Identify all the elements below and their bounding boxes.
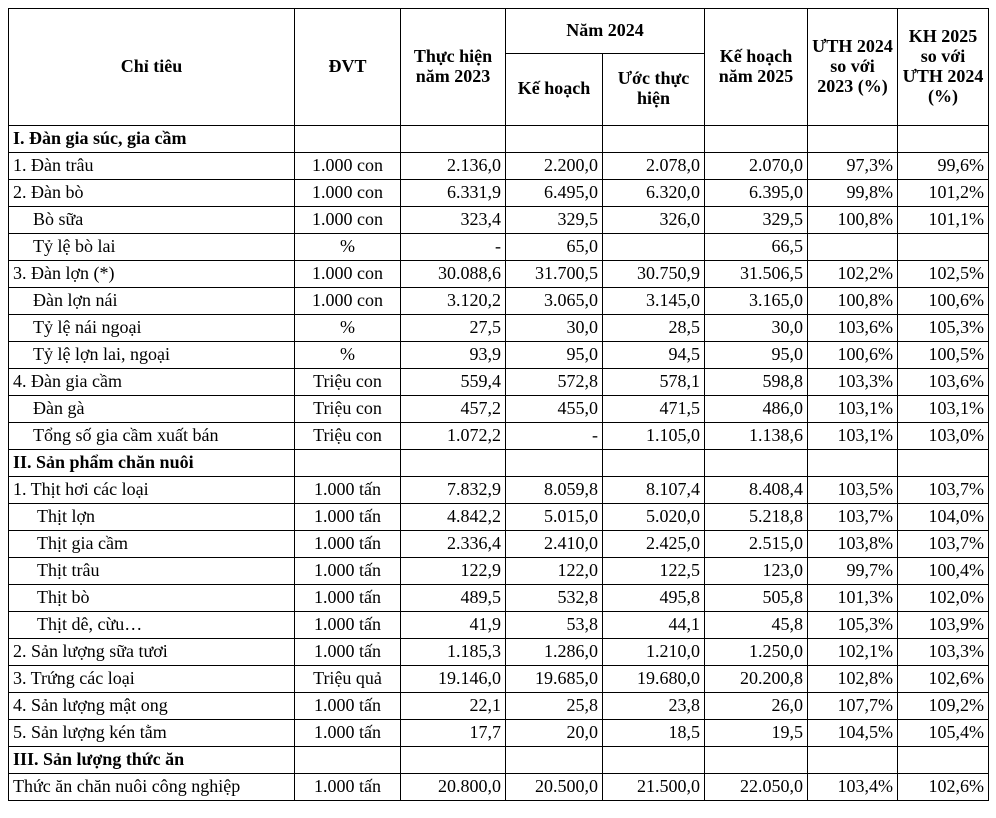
- percent-kh2025-vs-uth2024: 104,0%: [898, 504, 989, 531]
- value-plan-2025: 26,0: [705, 693, 808, 720]
- value-2023: 19.146,0: [401, 666, 506, 693]
- value-estimate-2024: 28,5: [603, 315, 705, 342]
- percent-uth2024-vs-2023: 103,6%: [808, 315, 898, 342]
- empty-cell: [705, 747, 808, 774]
- percent-kh2025-vs-uth2024: 100,4%: [898, 558, 989, 585]
- value-plan-2024: 122,0: [506, 558, 603, 585]
- table-row: [9, 666, 989, 693]
- header-thuc-hien-2023: Thực hiện năm 2023: [401, 9, 506, 126]
- value-plan-2024: 2.200,0: [506, 153, 603, 180]
- row-unit: 1.000 con: [295, 207, 401, 234]
- value-plan-2025: 30,0: [705, 315, 808, 342]
- table-row: [9, 774, 989, 801]
- value-plan-2024: 31.700,5: [506, 261, 603, 288]
- row-unit: 1.000 tấn: [295, 639, 401, 666]
- value-plan-2025: 1.138,6: [705, 423, 808, 450]
- percent-uth2024-vs-2023: 107,7%: [808, 693, 898, 720]
- value-2023: 27,5: [401, 315, 506, 342]
- row-label: Tỷ lệ lợn lai, ngoại: [9, 342, 295, 369]
- value-2023: 20.800,0: [401, 774, 506, 801]
- table-row: [9, 504, 989, 531]
- value-estimate-2024: 44,1: [603, 612, 705, 639]
- percent-uth2024-vs-2023: 100,6%: [808, 342, 898, 369]
- percent-kh2025-vs-uth2024: 102,0%: [898, 585, 989, 612]
- value-2023: 7.832,9: [401, 477, 506, 504]
- section-row: [9, 747, 989, 774]
- value-plan-2025: 2.070,0: [705, 153, 808, 180]
- value-estimate-2024: 30.750,9: [603, 261, 705, 288]
- value-plan-2025: 486,0: [705, 396, 808, 423]
- percent-kh2025-vs-uth2024: 105,4%: [898, 720, 989, 747]
- row-label: Thịt lợn: [9, 504, 295, 531]
- value-plan-2025: 95,0: [705, 342, 808, 369]
- row-unit: 1.000 tấn: [295, 531, 401, 558]
- value-2023: 1.185,3: [401, 639, 506, 666]
- value-plan-2024: 30,0: [506, 315, 603, 342]
- percent-uth2024-vs-2023: 97,3%: [808, 153, 898, 180]
- header-uoc-thuc-hien: Ước thực hiện: [603, 53, 705, 125]
- value-plan-2025: 5.218,8: [705, 504, 808, 531]
- value-2023: 489,5: [401, 585, 506, 612]
- value-2023: 323,4: [401, 207, 506, 234]
- empty-cell: [705, 450, 808, 477]
- header-dvt: ĐVT: [295, 9, 401, 126]
- empty-cell: [401, 450, 506, 477]
- value-plan-2024: -: [506, 423, 603, 450]
- table-row: [9, 720, 989, 747]
- table-row: [9, 585, 989, 612]
- value-2023: 3.120,2: [401, 288, 506, 315]
- table-row: [9, 234, 989, 261]
- empty-cell: [898, 747, 989, 774]
- value-2023: 122,9: [401, 558, 506, 585]
- value-estimate-2024: 1.210,0: [603, 639, 705, 666]
- empty-cell: [401, 747, 506, 774]
- percent-kh2025-vs-uth2024: 103,1%: [898, 396, 989, 423]
- row-label: 3. Đàn lợn (*): [9, 261, 295, 288]
- value-2023: 4.842,2: [401, 504, 506, 531]
- row-unit: 1.000 tấn: [295, 693, 401, 720]
- value-plan-2025: 505,8: [705, 585, 808, 612]
- header-uth-2024-so-2023: ƯTH 2024 so với 2023 (%): [808, 9, 898, 126]
- row-label: 4. Sản lượng mật ong: [9, 693, 295, 720]
- value-plan-2024: 20,0: [506, 720, 603, 747]
- table-row: [9, 369, 989, 396]
- value-estimate-2024: 23,8: [603, 693, 705, 720]
- table-row: [9, 342, 989, 369]
- header-nam-2024: Năm 2024: [506, 9, 705, 54]
- empty-cell: [603, 450, 705, 477]
- value-plan-2024: 53,8: [506, 612, 603, 639]
- row-unit: 1.000 tấn: [295, 504, 401, 531]
- row-label: 5. Sản lượng kén tằm: [9, 720, 295, 747]
- percent-kh2025-vs-uth2024: 103,7%: [898, 531, 989, 558]
- percent-kh2025-vs-uth2024: 103,6%: [898, 369, 989, 396]
- value-plan-2025: 20.200,8: [705, 666, 808, 693]
- percent-kh2025-vs-uth2024: 103,0%: [898, 423, 989, 450]
- table-row: [9, 693, 989, 720]
- empty-cell: [295, 126, 401, 153]
- value-estimate-2024: 19.680,0: [603, 666, 705, 693]
- value-estimate-2024: 8.107,4: [603, 477, 705, 504]
- table-row: [9, 396, 989, 423]
- value-2023: 30.088,6: [401, 261, 506, 288]
- empty-cell: [295, 747, 401, 774]
- row-label: Bò sữa: [9, 207, 295, 234]
- table-row: [9, 477, 989, 504]
- value-estimate-2024: 122,5: [603, 558, 705, 585]
- value-2023: 559,4: [401, 369, 506, 396]
- value-estimate-2024: 1.105,0: [603, 423, 705, 450]
- value-plan-2024: 1.286,0: [506, 639, 603, 666]
- empty-cell: [705, 126, 808, 153]
- value-plan-2024: 6.495,0: [506, 180, 603, 207]
- value-2023: 41,9: [401, 612, 506, 639]
- value-estimate-2024: 94,5: [603, 342, 705, 369]
- empty-cell: [808, 747, 898, 774]
- value-2023: 17,7: [401, 720, 506, 747]
- empty-cell: [506, 450, 603, 477]
- value-plan-2024: 8.059,8: [506, 477, 603, 504]
- percent-uth2024-vs-2023: 104,5%: [808, 720, 898, 747]
- row-unit: 1.000 con: [295, 261, 401, 288]
- value-plan-2025: 598,8: [705, 369, 808, 396]
- value-estimate-2024: 6.320,0: [603, 180, 705, 207]
- row-label: Đàn gà: [9, 396, 295, 423]
- value-plan-2025: 22.050,0: [705, 774, 808, 801]
- value-plan-2024: 95,0: [506, 342, 603, 369]
- section-title: II. Sản phẩm chăn nuôi: [9, 450, 295, 477]
- percent-uth2024-vs-2023: 105,3%: [808, 612, 898, 639]
- percent-kh2025-vs-uth2024: 102,5%: [898, 261, 989, 288]
- table-row: [9, 180, 989, 207]
- row-unit: 1.000 tấn: [295, 558, 401, 585]
- row-label: Thức ăn chăn nuôi công nghiệp: [9, 774, 295, 801]
- value-plan-2024: 5.015,0: [506, 504, 603, 531]
- row-label: Tổng số gia cầm xuất bán: [9, 423, 295, 450]
- empty-cell: [898, 126, 989, 153]
- value-estimate-2024: 2.078,0: [603, 153, 705, 180]
- percent-uth2024-vs-2023: 103,1%: [808, 423, 898, 450]
- percent-kh2025-vs-uth2024: 101,2%: [898, 180, 989, 207]
- value-estimate-2024: 578,1: [603, 369, 705, 396]
- row-label: Đàn lợn nái: [9, 288, 295, 315]
- percent-kh2025-vs-uth2024: 103,3%: [898, 639, 989, 666]
- percent-kh2025-vs-uth2024: [898, 234, 989, 261]
- section-row: [9, 126, 989, 153]
- value-plan-2024: 19.685,0: [506, 666, 603, 693]
- percent-uth2024-vs-2023: 99,7%: [808, 558, 898, 585]
- percent-kh2025-vs-uth2024: 103,9%: [898, 612, 989, 639]
- value-2023: 22,1: [401, 693, 506, 720]
- value-estimate-2024: 18,5: [603, 720, 705, 747]
- value-plan-2024: 65,0: [506, 234, 603, 261]
- percent-uth2024-vs-2023: 102,1%: [808, 639, 898, 666]
- value-estimate-2024: [603, 234, 705, 261]
- empty-cell: [295, 450, 401, 477]
- value-plan-2025: 2.515,0: [705, 531, 808, 558]
- percent-kh2025-vs-uth2024: 102,6%: [898, 666, 989, 693]
- value-plan-2025: 19,5: [705, 720, 808, 747]
- percent-kh2025-vs-uth2024: 109,2%: [898, 693, 989, 720]
- table-row: [9, 639, 989, 666]
- percent-uth2024-vs-2023: 103,5%: [808, 477, 898, 504]
- empty-cell: [603, 747, 705, 774]
- row-unit: %: [295, 234, 401, 261]
- empty-cell: [808, 126, 898, 153]
- value-plan-2024: 572,8: [506, 369, 603, 396]
- percent-uth2024-vs-2023: 101,3%: [808, 585, 898, 612]
- value-2023: 93,9: [401, 342, 506, 369]
- row-unit: 1.000 con: [295, 180, 401, 207]
- value-plan-2025: 66,5: [705, 234, 808, 261]
- row-unit: Triệu con: [295, 423, 401, 450]
- percent-uth2024-vs-2023: 103,7%: [808, 504, 898, 531]
- value-2023: 1.072,2: [401, 423, 506, 450]
- table-body: [9, 126, 989, 801]
- row-label: Thịt gia cầm: [9, 531, 295, 558]
- table-row: [9, 558, 989, 585]
- table-row: [9, 531, 989, 558]
- value-plan-2024: 2.410,0: [506, 531, 603, 558]
- section-row: [9, 450, 989, 477]
- header-ke-hoach-2025: Kế hoạch năm 2025: [705, 9, 808, 126]
- percent-uth2024-vs-2023: 100,8%: [808, 207, 898, 234]
- value-plan-2025: 1.250,0: [705, 639, 808, 666]
- row-label: Thịt dê, cừu…: [9, 612, 295, 639]
- row-unit: Triệu quả: [295, 666, 401, 693]
- table-row: [9, 288, 989, 315]
- row-unit: 1.000 tấn: [295, 774, 401, 801]
- row-label: 3. Trứng các loại: [9, 666, 295, 693]
- percent-uth2024-vs-2023: 102,8%: [808, 666, 898, 693]
- row-label: 1. Thịt hơi các loại: [9, 477, 295, 504]
- value-2023: 457,2: [401, 396, 506, 423]
- table-header: [9, 9, 989, 126]
- percent-uth2024-vs-2023: 103,8%: [808, 531, 898, 558]
- row-unit: 1.000 tấn: [295, 612, 401, 639]
- value-estimate-2024: 2.425,0: [603, 531, 705, 558]
- value-plan-2024: 329,5: [506, 207, 603, 234]
- percent-uth2024-vs-2023: 99,8%: [808, 180, 898, 207]
- row-label: 1. Đàn trâu: [9, 153, 295, 180]
- value-plan-2025: 31.506,5: [705, 261, 808, 288]
- empty-cell: [898, 450, 989, 477]
- percent-uth2024-vs-2023: [808, 234, 898, 261]
- value-plan-2024: 455,0: [506, 396, 603, 423]
- percent-uth2024-vs-2023: 100,8%: [808, 288, 898, 315]
- section-title: III. Sản lượng thức ăn: [9, 747, 295, 774]
- table-row: [9, 261, 989, 288]
- row-label: 4. Đàn gia cầm: [9, 369, 295, 396]
- row-label: Tỷ lệ nái ngoại: [9, 315, 295, 342]
- percent-kh2025-vs-uth2024: 103,7%: [898, 477, 989, 504]
- empty-cell: [401, 126, 506, 153]
- value-plan-2024: 3.065,0: [506, 288, 603, 315]
- percent-uth2024-vs-2023: 103,3%: [808, 369, 898, 396]
- value-plan-2024: 20.500,0: [506, 774, 603, 801]
- row-unit: 1.000 tấn: [295, 585, 401, 612]
- percent-uth2024-vs-2023: 103,1%: [808, 396, 898, 423]
- row-unit: 1.000 con: [295, 153, 401, 180]
- row-unit: 1.000 tấn: [295, 720, 401, 747]
- percent-kh2025-vs-uth2024: 100,6%: [898, 288, 989, 315]
- value-plan-2025: 8.408,4: [705, 477, 808, 504]
- empty-cell: [506, 747, 603, 774]
- empty-cell: [603, 126, 705, 153]
- value-estimate-2024: 3.145,0: [603, 288, 705, 315]
- header-chi-tieu: Chỉ tiêu: [9, 9, 295, 126]
- value-2023: 2.136,0: [401, 153, 506, 180]
- value-plan-2024: 25,8: [506, 693, 603, 720]
- row-unit: %: [295, 342, 401, 369]
- value-plan-2025: 329,5: [705, 207, 808, 234]
- percent-kh2025-vs-uth2024: 101,1%: [898, 207, 989, 234]
- table-row: [9, 315, 989, 342]
- percent-uth2024-vs-2023: 103,4%: [808, 774, 898, 801]
- percent-kh2025-vs-uth2024: 102,6%: [898, 774, 989, 801]
- row-label: 2. Đàn bò: [9, 180, 295, 207]
- table-row: [9, 423, 989, 450]
- value-plan-2024: 532,8: [506, 585, 603, 612]
- percent-kh2025-vs-uth2024: 99,6%: [898, 153, 989, 180]
- value-2023: -: [401, 234, 506, 261]
- empty-cell: [506, 126, 603, 153]
- header-ke-hoach: Kế hoạch: [506, 53, 603, 125]
- row-label: Thịt bò: [9, 585, 295, 612]
- table-row: [9, 207, 989, 234]
- value-plan-2025: 123,0: [705, 558, 808, 585]
- row-label: Tỷ lệ bò lai: [9, 234, 295, 261]
- value-estimate-2024: 21.500,0: [603, 774, 705, 801]
- section-title: I. Đàn gia súc, gia cầm: [9, 126, 295, 153]
- value-2023: 2.336,4: [401, 531, 506, 558]
- value-plan-2025: 45,8: [705, 612, 808, 639]
- value-2023: 6.331,9: [401, 180, 506, 207]
- row-label: Thịt trâu: [9, 558, 295, 585]
- table-row: [9, 612, 989, 639]
- row-unit: %: [295, 315, 401, 342]
- value-estimate-2024: 471,5: [603, 396, 705, 423]
- row-label: 2. Sản lượng sữa tươi: [9, 639, 295, 666]
- value-estimate-2024: 5.020,0: [603, 504, 705, 531]
- value-plan-2025: 3.165,0: [705, 288, 808, 315]
- row-unit: Triệu con: [295, 396, 401, 423]
- empty-cell: [808, 450, 898, 477]
- value-plan-2025: 6.395,0: [705, 180, 808, 207]
- value-estimate-2024: 326,0: [603, 207, 705, 234]
- livestock-statistics-table: [8, 8, 989, 801]
- header-kh-2025-so-uth-2024: KH 2025 so với ƯTH 2024 (%): [898, 9, 989, 126]
- percent-kh2025-vs-uth2024: 100,5%: [898, 342, 989, 369]
- percent-kh2025-vs-uth2024: 105,3%: [898, 315, 989, 342]
- row-unit: 1.000 con: [295, 288, 401, 315]
- value-estimate-2024: 495,8: [603, 585, 705, 612]
- table-row: [9, 153, 989, 180]
- row-unit: Triệu con: [295, 369, 401, 396]
- percent-uth2024-vs-2023: 102,2%: [808, 261, 898, 288]
- row-unit: 1.000 tấn: [295, 477, 401, 504]
